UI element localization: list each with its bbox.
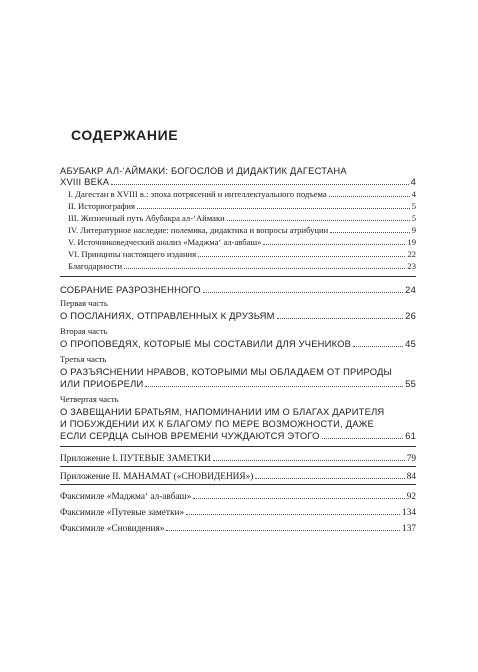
- toc-item-label: ИЛИ ПРИОБРЕЛИ: [60, 378, 144, 389]
- toc-item: [68, 224, 416, 236]
- toc-part: [60, 378, 416, 389]
- section-divider: [60, 466, 416, 467]
- toc-part: [60, 430, 416, 441]
- toc-item: [68, 248, 416, 260]
- page-number: 61: [405, 430, 416, 441]
- page-number: 4: [411, 189, 416, 199]
- page-number: 79: [406, 454, 416, 464]
- toc-item-label: V. Источниковедческий анализ «Маджма‘ ал-авбаш»: [68, 237, 262, 247]
- leader-dots: [124, 260, 405, 269]
- part-label: Первая часть: [60, 298, 108, 308]
- page-number: 23: [407, 261, 416, 271]
- page-number: 92: [406, 492, 416, 502]
- part-title-line1: О РАЗЪЯСНЕНИИ НРАВОВ, КОТОРЫМИ МЫ ОБЛАДАЕМ ОТ ПРИРОДЫ: [60, 366, 393, 377]
- toc-item-label: Приложение I. ПУТЕВЫЕ ЗАМЕТКИ: [60, 454, 211, 464]
- page-number: 55: [405, 378, 416, 389]
- toc-item-label: ЕСЛИ СЕРДЦА СЫНОВ ВРЕМЕНИ ЧУЖДАЮТСЯ ЭТОГО: [60, 430, 320, 441]
- leader-dots: [329, 188, 410, 197]
- intro-heading-entry: [60, 176, 416, 187]
- toc-item: [68, 200, 416, 212]
- toc-item: [68, 260, 416, 272]
- part-label: Третья часть: [60, 354, 107, 364]
- page-title: СОДЕРЖАНИЕ: [71, 127, 179, 143]
- leader-dots: [263, 236, 405, 245]
- page-number: 26: [405, 310, 416, 321]
- toc-facsimile: [60, 490, 416, 503]
- page-number: 24: [405, 284, 416, 295]
- leader-dots: [137, 200, 410, 209]
- part-title-line2: И ПОБУЖДЕНИИ ИХ К БЛАГОМУ ПО МЕРЕ ВОЗМОЖНОСТИ, ДАЖЕ: [60, 418, 374, 429]
- toc-item: [68, 212, 416, 224]
- page-number: 5: [411, 213, 416, 223]
- toc-item-label: Факсимиле «Маджма‘ ал-авбаш»: [60, 492, 192, 502]
- leader-dots: [145, 378, 403, 387]
- page-number: 134: [402, 508, 416, 518]
- toc-item-label: II. Историография: [68, 201, 135, 211]
- toc-item-label: Приложение II. МАНАМАТ («СНОВИДЕНИЯ»): [60, 472, 254, 482]
- leader-dots: [193, 490, 404, 499]
- leader-dots: [227, 212, 410, 221]
- page-number: 137: [402, 524, 416, 534]
- leader-dots: [203, 284, 403, 293]
- page-number: 84: [406, 472, 416, 482]
- toc-part: [60, 310, 416, 321]
- leader-dots: [322, 430, 404, 439]
- part-label: Вторая часть: [60, 326, 108, 336]
- leader-dots: [255, 470, 404, 479]
- page-number: 45: [405, 338, 416, 349]
- section-divider: [60, 276, 416, 277]
- leader-dots: [186, 506, 400, 515]
- toc-item-label: Благодарности: [68, 261, 123, 271]
- toc-item-label: III. Жизненный путь Абубакра ал-‘Аймаки: [68, 213, 225, 223]
- intro-heading-line1: АБУБАКР АЛ-‘АЙМАКИ: БОГОСЛОВ И ДИДАКТИК ДАГЕСТАНА: [60, 165, 347, 176]
- leader-dots: [111, 176, 408, 185]
- toc-item-label: IV. Литературное наследие: полемика, дидактика и вопросы атрибуции: [68, 225, 329, 235]
- toc-item-label: I. Дагестан в XVIII в.: эпоха потрясений и интеллектуального подъема: [68, 189, 327, 199]
- page-number: 22: [407, 249, 416, 259]
- page-number: 5: [411, 201, 416, 211]
- toc-item-label: VI. Принципы настоящего издания: [68, 249, 197, 259]
- toc-item: [68, 236, 416, 248]
- section-divider: [60, 484, 416, 485]
- section-divider: [60, 446, 416, 447]
- leader-dots: [213, 452, 405, 461]
- toc-appendix: [60, 470, 416, 483]
- toc-item-label: СОБРАНИЕ РАЗРОЗНЕННОГО: [60, 284, 201, 295]
- leader-dots: [166, 522, 400, 531]
- toc-part: [60, 338, 416, 349]
- toc-facsimile: [60, 522, 416, 535]
- toc-item-label: Факсимиле «Путевые заметки»: [60, 508, 185, 518]
- leader-dots: [277, 310, 404, 319]
- page-number: 19: [407, 237, 416, 247]
- part-title-line1: О ЗАВЕЩАНИИ БРАТЬЯМ, НАПОМИНАНИИ ИМ О БЛАГАХ ДАРИТЕЛЯ: [60, 406, 385, 417]
- toc-collection: [60, 284, 416, 295]
- leader-dots: [353, 338, 403, 347]
- intro-heading-line2: XVIII ВЕКА: [60, 176, 110, 187]
- page-number: 4: [410, 176, 416, 187]
- toc-item-label: Факсимиле «Сновидения»: [60, 524, 165, 534]
- toc-item-label: О ПОСЛАНИЯХ, ОТПРАВЛЕННЫХ К ДРУЗЬЯМ: [60, 310, 275, 321]
- toc-facsimile: [60, 506, 416, 519]
- toc-item-label: О ПРОПОВЕДЯХ, КОТОРЫЕ МЫ СОСТАВИЛИ ДЛЯ УЧЕНИКОВ: [60, 338, 352, 349]
- page-number: 9: [411, 225, 416, 235]
- leader-dots: [330, 224, 409, 233]
- leader-dots: [198, 248, 405, 257]
- part-label: Четвертая часть: [60, 394, 119, 404]
- toc-appendix: [60, 452, 416, 465]
- toc-item: [68, 188, 416, 200]
